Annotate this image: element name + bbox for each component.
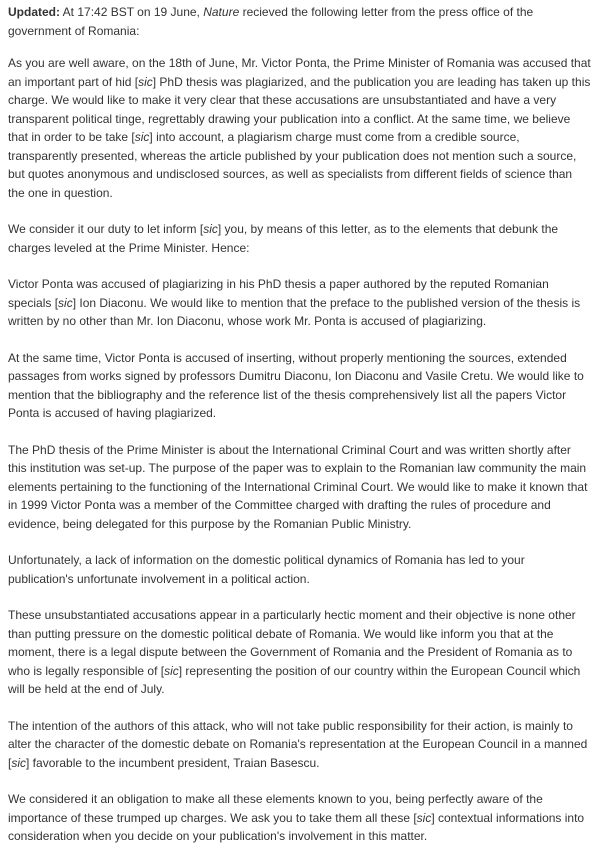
letter-paragraph-1: As you are well aware, on the 18th of June, Mr. Victor Ponta, the Prime Minister of Romania was accused that an important part of hid [sic] PhD thesis was plagiarized, and the publication you are leading has taken up this charge. We would like to make it very clear that these accusations are unsubstantiated and have a very transparent political tinge, regrettably drawing your publication into a conflict. At the same time, we believe that in order to be take [sic] into account, a plagiarism charge must come from a credible source, transparently presented, whereas the article published by your publication does not mention such a source, but quotes anonymous and undisclosed sources, as well as specialists from different fields of science than the one in question.: [8, 56, 591, 200]
letter-paragraph-7: These unsubstantiated accusations appear in a particularly hectic moment and their objective is none other than putting pressure on the domestic political debate of Romania. We would like inform you that at the moment, there is a legal dispute between the Government of Romania and the President of Romania as to who is legally responsible of [sic] representing the position of our country within the European Council which will be held at the end of July.: [8, 608, 581, 696]
update-notice: Updated: At 17:42 BST on 19 June, Nature recieved the following letter from the press office of the government of Romania:: [8, 5, 534, 38]
letter-paragraph-2: We consider it our duty to let inform [sic] you, by means of this letter, as to the elements that debunk the charges leveled at the Prime Minister. Hence:: [8, 222, 559, 255]
letter-paragraph-4: At the same time, Victor Ponta is accused of inserting, without properly mentioning the sources, extended passages from works signed by professors Dumitru Diaconu, Ion Diaconu and Vasile Cretu. We would like to mention that the bibliography and the reference list of the thesis comprehensively list all the papers Victor Ponta is accused of having plagiarized.: [8, 350, 584, 420]
sic-mark: sic: [203, 222, 218, 236]
journal-name: Nature: [203, 5, 240, 19]
sic-mark: sic: [11, 755, 27, 770]
sic-mark: sic: [138, 74, 153, 89]
letter-paragraph-3: Victor Ponta was accused of plagiarizing in his PhD thesis a paper authored by the reputed Romanian specials [sic] Ion Diaconu. We would like to mention that the preface to the published version of the thesis is written by no other than Mr. Ion Diaconu, whose work Mr. Ponta is accused of plagiarizing.: [8, 277, 581, 328]
sic-mark: sic: [134, 130, 150, 144]
letter-paragraph-9: We considered it an obligation to make all these elements known to you, being perfectly aware of the importance of these trumped up charges. We ask you to take them all these [sic] contextual informations into consideration when you decide on your publication's involvement in this matter.: [8, 792, 585, 843]
letter-paragraph-5: The PhD thesis of the Prime Minister is about the International Criminal Court and was written shortly after this institution was set-up. The purpose of the paper was to explain to the Romanian law community the main elements pertaining to the functioning of the International Criminal Court. We would like to make it known that in 1999 Victor Ponta was a member of the Committee charged with drafting the rules of procedure and evidence, being delegated for this purpose by the Romanian Public Ministry.: [8, 442, 588, 531]
sic-mark: sic: [416, 810, 432, 825]
sic-mark: sic: [58, 295, 73, 310]
update-label: Updated:: [8, 5, 60, 19]
letter-paragraph-6: Unfortunately, a lack of information on the domestic political dynamics of Romania has led to your publication's unfortunate involvement in a political action.: [8, 553, 525, 586]
letter-paragraph-8: The intention of the authors of this attack, who will not take public responsibility for their action, is mainly to alter the character of the domestic debate on Romania's representation at the European Council in a manned [sic] favorable to the incumbent president, Traian Basescu.: [8, 718, 588, 770]
sic-mark: sic: [164, 663, 179, 678]
